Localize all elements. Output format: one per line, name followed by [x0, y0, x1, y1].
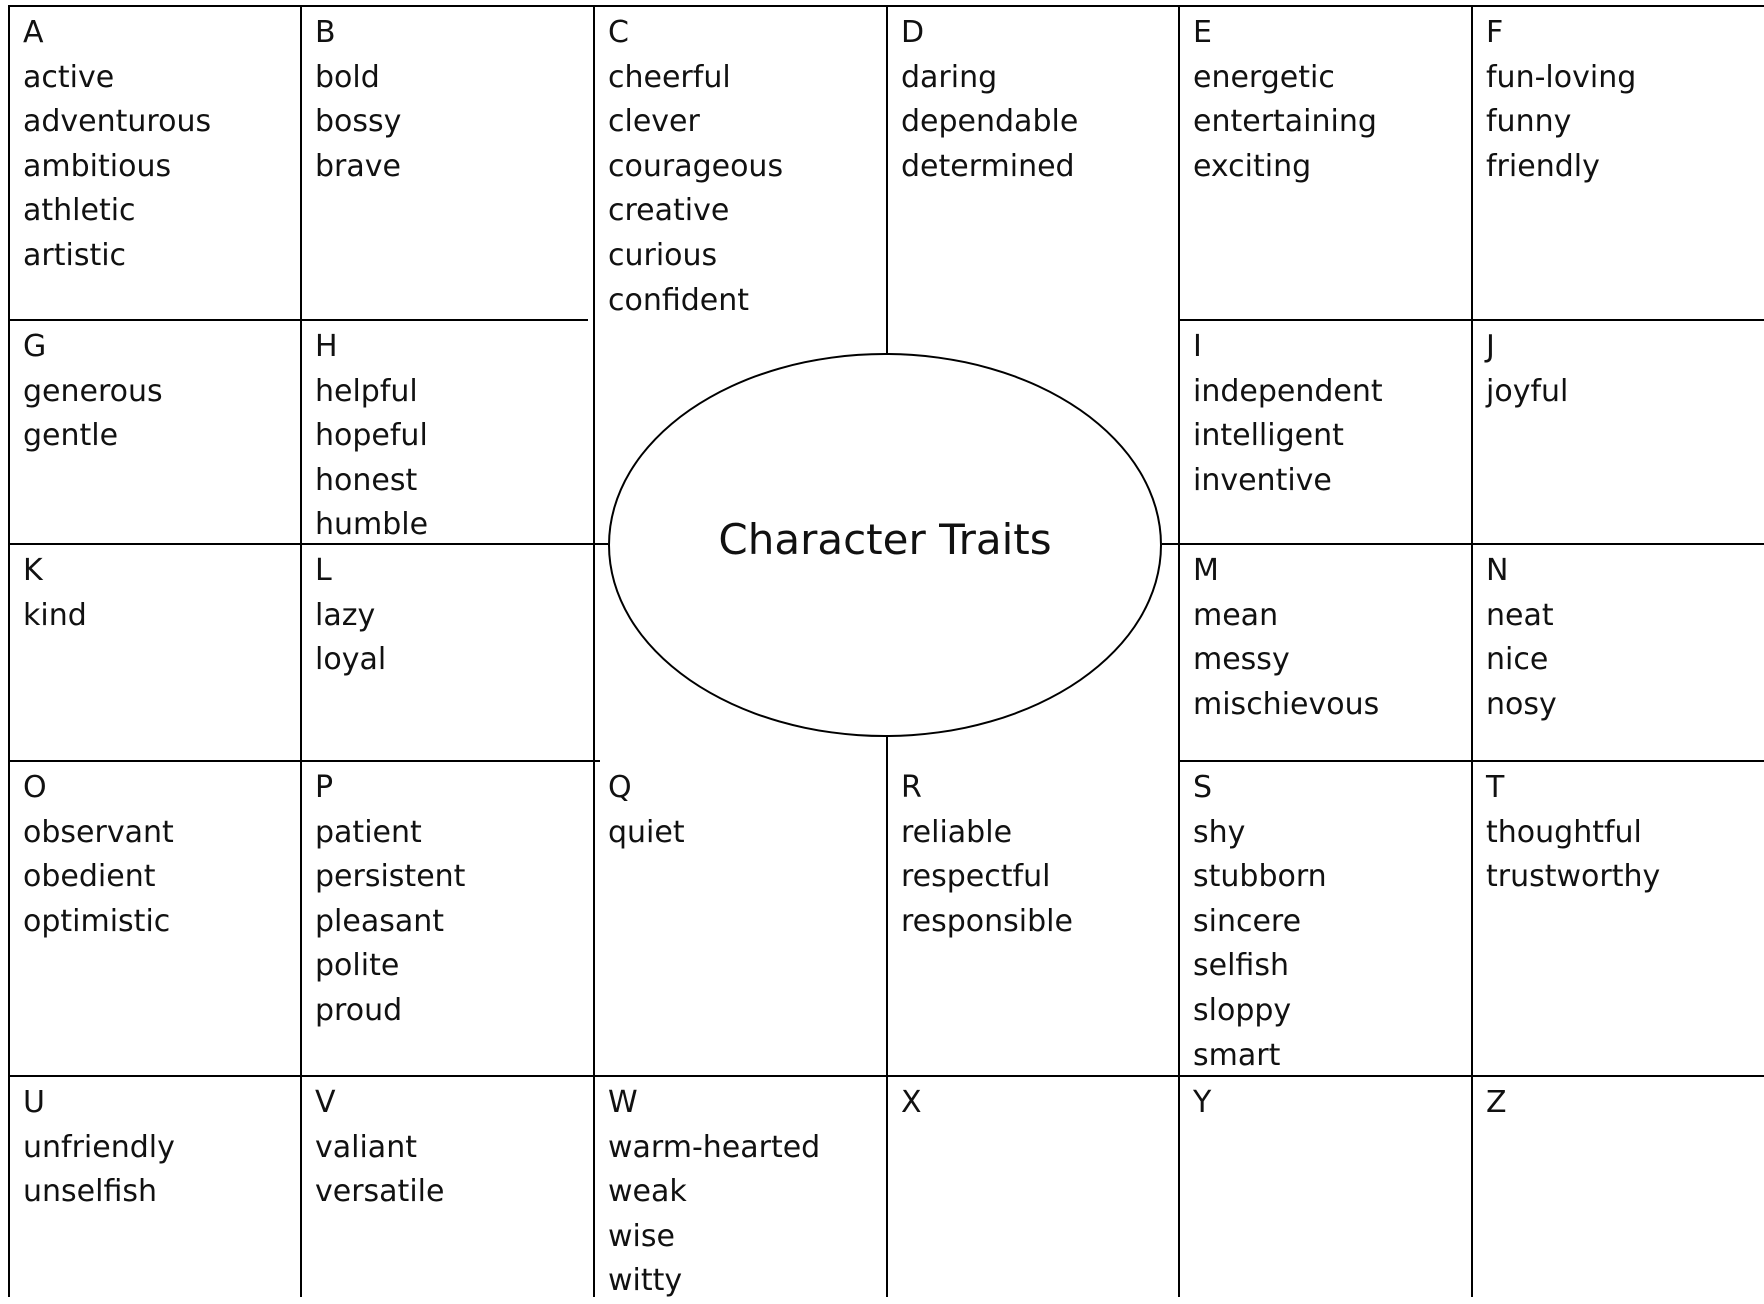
trait-word: pleasant — [315, 903, 445, 939]
cell-letter: B — [315, 15, 336, 50]
trait-word: quiet — [608, 814, 685, 850]
cell-W — [595, 1077, 886, 1297]
cell-A — [10, 7, 300, 319]
trait-word: gentle — [23, 418, 119, 454]
cell-S — [1180, 762, 1471, 1075]
cell-R — [888, 762, 1178, 1075]
cell-letter: L — [315, 553, 332, 588]
cell-letter: T — [1486, 770, 1505, 805]
trait-word: bold — [315, 59, 380, 95]
cell-K — [10, 545, 300, 760]
trait-word: smart — [1193, 1037, 1281, 1073]
trait-word: patient — [315, 814, 422, 850]
cell-letter: W — [608, 1085, 638, 1120]
cell-letter: R — [901, 770, 922, 805]
trait-word: mischievous — [1193, 686, 1380, 722]
trait-word: warm-hearted — [608, 1129, 821, 1165]
cell-O — [10, 762, 300, 1075]
trait-word: weak — [608, 1174, 687, 1210]
cell-letter: Q — [608, 770, 632, 805]
cell-letter: Y — [1193, 1085, 1212, 1120]
cell-H — [302, 321, 593, 543]
trait-word: hopeful — [315, 418, 428, 454]
cell-letter: S — [1193, 770, 1213, 805]
cell-letter: O — [23, 770, 47, 805]
cell-letter: V — [315, 1085, 336, 1120]
trait-word: funny — [1486, 104, 1572, 140]
title-oval — [608, 353, 1162, 737]
cell-letter: I — [1193, 329, 1202, 364]
trait-word: messy — [1193, 642, 1290, 678]
cell-F — [1473, 7, 1764, 319]
cell-letter: H — [315, 329, 338, 364]
cell-B — [302, 7, 593, 319]
trait-word: courageous — [608, 148, 784, 184]
trait-word: athletic — [23, 193, 136, 229]
trait-word: kind — [23, 597, 87, 633]
trait-word: shy — [1193, 814, 1246, 850]
trait-word: wise — [608, 1218, 675, 1254]
cell-V — [302, 1077, 593, 1297]
trait-word: fun-loving — [1486, 59, 1637, 95]
trait-word: daring — [901, 59, 998, 95]
trait-word: honest — [315, 462, 418, 498]
trait-word: obedient — [23, 859, 156, 895]
trait-word: mean — [1193, 597, 1279, 633]
trait-word: valiant — [315, 1129, 417, 1165]
cell-letter: X — [901, 1085, 922, 1120]
trait-word: active — [23, 59, 115, 95]
cell-J — [1473, 321, 1764, 543]
cell-letter: J — [1486, 329, 1495, 364]
cell-N — [1473, 545, 1764, 760]
cell-G — [10, 321, 300, 543]
trait-word: lazy — [315, 597, 376, 633]
trait-word: unselfish — [23, 1174, 157, 1210]
cell-Q — [595, 762, 886, 1075]
trait-word: cheerful — [608, 59, 731, 95]
trait-word: selfish — [1193, 948, 1289, 984]
trait-word: nice — [1486, 642, 1549, 678]
trait-word: stubborn — [1193, 859, 1327, 895]
trait-word: helpful — [315, 373, 418, 409]
trait-word: artistic — [23, 237, 127, 273]
cell-M — [1180, 545, 1471, 760]
trait-word: loyal — [315, 642, 387, 678]
trait-word: trustworthy — [1486, 859, 1661, 895]
trait-word: thoughtful — [1486, 814, 1642, 850]
cell-letter: U — [23, 1085, 45, 1120]
cell-L — [302, 545, 593, 760]
trait-word: exciting — [1193, 148, 1312, 184]
cell-letter: P — [315, 770, 334, 805]
trait-word: neat — [1486, 597, 1554, 633]
trait-word: dependable — [901, 104, 1079, 140]
cell-letter: M — [1193, 553, 1219, 588]
trait-word: sincere — [1193, 903, 1302, 939]
trait-word: bossy — [315, 104, 402, 140]
cell-D — [888, 7, 1178, 319]
trait-word: intelligent — [1193, 418, 1344, 454]
trait-word: sloppy — [1193, 992, 1292, 1028]
trait-word: determined — [901, 148, 1075, 184]
trait-word: brave — [315, 148, 401, 184]
trait-word: entertaining — [1193, 104, 1377, 140]
title: Character Traits — [718, 514, 1052, 564]
trait-word: nosy — [1486, 686, 1557, 722]
cell-letter: Z — [1486, 1085, 1507, 1120]
trait-word: optimistic — [23, 903, 171, 939]
trait-word: joyful — [1486, 373, 1569, 409]
cell-letter: F — [1486, 15, 1504, 50]
trait-word: reliable — [901, 814, 1013, 850]
trait-word: generous — [23, 373, 163, 409]
trait-word: versatile — [315, 1174, 445, 1210]
trait-word: adventurous — [23, 104, 212, 140]
trait-word: humble — [315, 507, 429, 543]
trait-word: ambitious — [23, 148, 172, 184]
trait-word: inventive — [1193, 462, 1332, 498]
trait-word: witty — [608, 1263, 683, 1299]
cell-Z — [1473, 1077, 1764, 1297]
cell-letter: C — [608, 15, 629, 50]
cell-letter: D — [901, 15, 925, 50]
cell-letter: E — [1193, 15, 1212, 50]
cell-E — [1180, 7, 1471, 319]
trait-word: polite — [315, 948, 400, 984]
cell-T — [1473, 762, 1764, 1075]
trait-word: creative — [608, 193, 730, 229]
trait-word: proud — [315, 992, 403, 1028]
trait-word: confident — [608, 282, 750, 318]
cell-letter: K — [23, 553, 43, 588]
trait-word: independent — [1193, 373, 1383, 409]
cell-U — [10, 1077, 300, 1297]
cell-I — [1180, 321, 1471, 543]
trait-word: curious — [608, 237, 718, 273]
trait-word: responsible — [901, 903, 1073, 939]
cell-letter: N — [1486, 553, 1509, 588]
trait-word: energetic — [1193, 59, 1335, 95]
cell-X — [888, 1077, 1178, 1297]
col-line-2c — [593, 320, 595, 760]
cell-letter: A — [23, 15, 44, 50]
trait-word: persistent — [315, 859, 466, 895]
trait-word: observant — [23, 814, 174, 850]
trait-word: friendly — [1486, 148, 1600, 184]
cell-letter: G — [23, 329, 47, 364]
trait-word: respectful — [901, 859, 1051, 895]
trait-word: unfriendly — [23, 1129, 175, 1165]
trait-word: clever — [608, 104, 700, 140]
cell-P — [302, 762, 593, 1075]
cell-C — [595, 7, 886, 319]
cell-Y — [1180, 1077, 1471, 1297]
